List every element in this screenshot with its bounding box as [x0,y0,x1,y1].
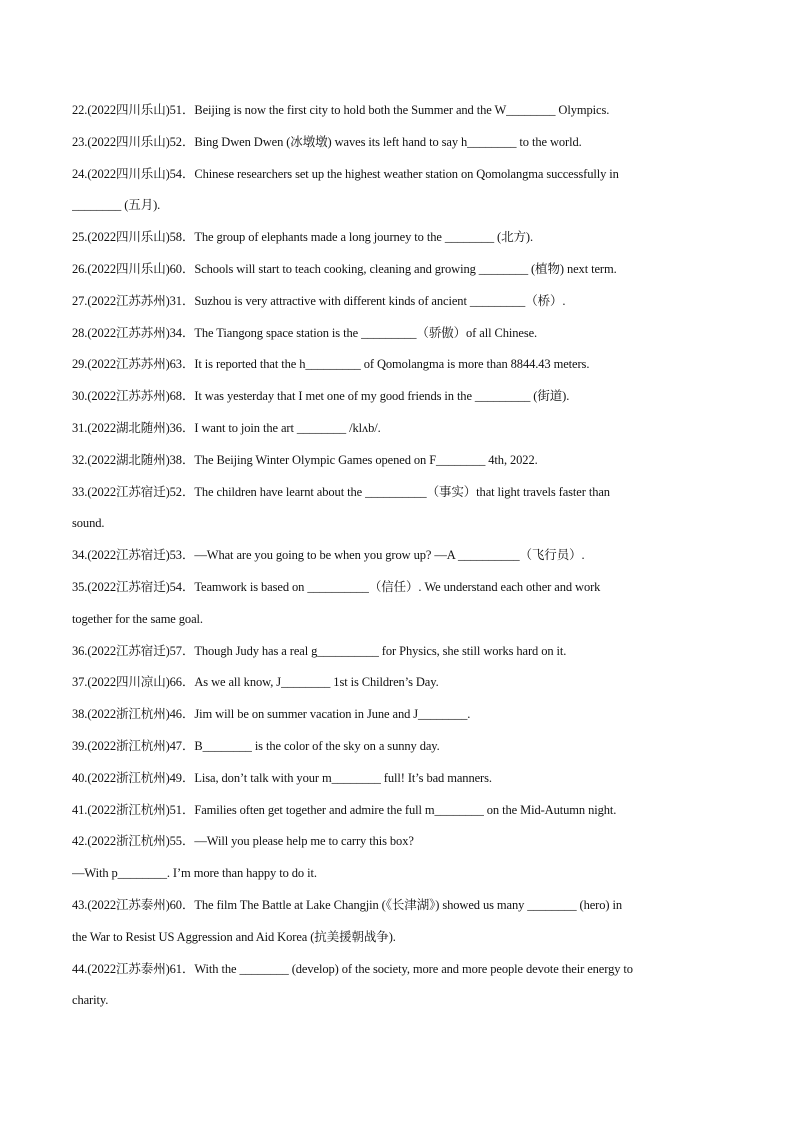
question-44: 44.(2022江苏泰州)61．With the ________ (develop) of the society, more and more people devote their energy to [72,961,633,976]
question-34: 34.(2022江苏宿迁)53．—What are you going to be when you grow up? —A __________（飞行员）. [72,548,585,563]
question-33-continued: sound. [72,516,105,531]
question-25: 25.(2022四川乐山)58．The group of elephants made a long journey to the ________ (北方). [72,230,534,245]
question-28: 28.(2022江苏苏州)34．The Tiangong space station is the _________（骄傲）of all Chinese. [72,325,538,340]
question-40: 40.(2022浙江杭州)49．Lisa, don’t talk with your m________ full! It’s bad manners. [72,770,492,785]
question-32: 32.(2022湖北随州)38．The Beijing Winter Olympic Games opened on F________ 4th, 2022. [72,452,538,467]
question-30: 30.(2022江苏苏州)68．It was yesterday that I met one of my good friends in the _________ (街道). [72,389,570,404]
question-23: 23.(2022四川乐山)52．Bing Dwen Dwen (冰墩墩) waves its left hand to say h________ to the world. [72,134,582,149]
question-39: 39.(2022浙江杭州)47．B________ is the color of the sky on a sunny day. [72,738,440,753]
question-44-continued: charity. [72,993,109,1008]
question-24-continued: ________ (五月). [72,198,161,213]
question-42: 42.(2022浙江杭州)55．—Will you please help me to carry this box? [72,834,414,849]
worksheet-body [72,100,722,1022]
question-35: 35.(2022江苏宿迁)54．Teamwork is based on __________（信任）. We understand each other and work [72,579,601,594]
question-35-continued: together for the same goal. [72,611,203,626]
question-38: 38.(2022浙江杭州)46．Jim will be on summer vacation in June and J________. [72,707,471,722]
question-24: 24.(2022四川乐山)54．Chinese researchers set up the highest weather station on Qomolangma successfully in [72,166,619,181]
question-31: 31.(2022湖北随州)36．I want to join the art ________ /klʌb/. [72,420,381,435]
question-26: 26.(2022四川乐山)60．Schools will start to teach cooking, cleaning and growing ________ (植物) next term. [72,261,617,276]
question-41: 41.(2022浙江杭州)51．Families often get together and admire the full m________ on the Mid-Autumn night. [72,802,617,817]
question-36: 36.(2022江苏宿迁)57．Though Judy has a real g__________ for Physics, she still works hard on it. [72,643,567,658]
question-27: 27.(2022江苏苏州)31．Suzhou is very attractive with different kinds of ancient _________（桥）. [72,293,566,308]
question-33: 33.(2022江苏宿迁)52．The children have learnt about the __________（事实）that light travels faster than [72,484,610,499]
question-43-continued: the War to Resist US Aggression and Aid Korea (抗美援朝战争). [72,929,396,944]
question-37: 37.(2022四川凉山)66．As we all know, J________ 1st is Children’s Day. [72,675,439,690]
question-22: 22.(2022四川乐山)51．Beijing is now the first city to hold both the Summer and the W________ Olympics. [72,103,610,117]
question-43: 43.(2022江苏泰州)60．The film The Battle at Lake Changjin (《长津湖》) showed us many ________ (hero) in [72,897,622,912]
question-42-continued: —With p________. I’m more than happy to do it. [72,866,317,881]
question-29: 29.(2022江苏苏州)63．It is reported that the h_________ of Qomolangma is more than 8844.43 meters. [72,357,590,372]
